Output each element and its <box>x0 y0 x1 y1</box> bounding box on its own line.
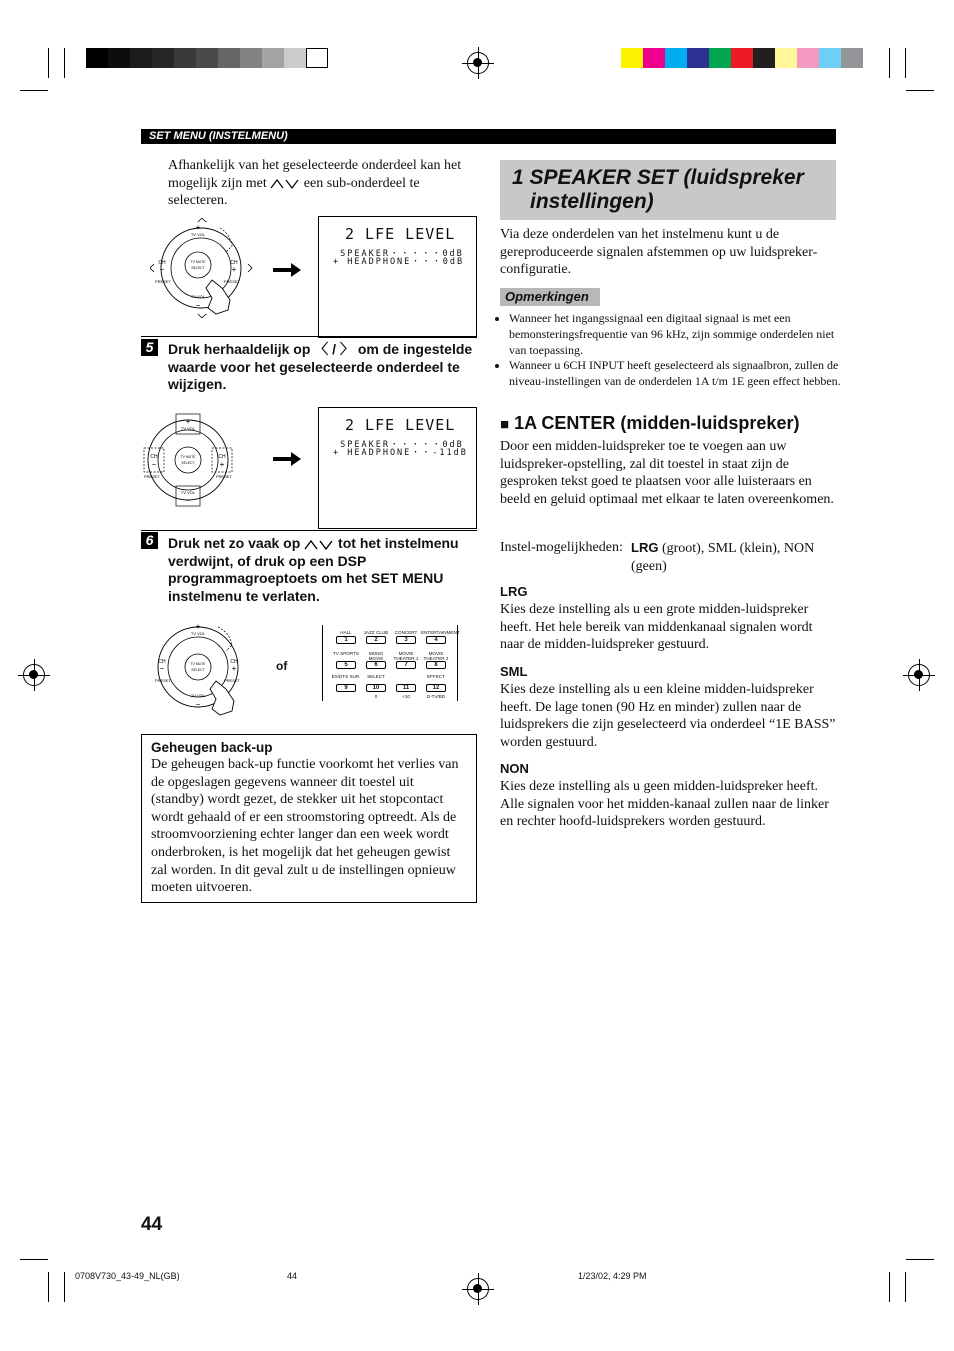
footer-date: 1/23/02, 4:29 PM <box>578 1271 647 1281</box>
select-label-3: SELECT <box>191 668 205 672</box>
notes-title: Opmerkingen <box>500 288 600 306</box>
svg-text:−: − <box>195 700 201 709</box>
step6-text <box>168 535 473 606</box>
dsp-label: D-TV/BD <box>426 694 446 699</box>
gray-swatch <box>86 48 108 68</box>
dsp-label: HALL <box>340 630 352 635</box>
step5-pre: Druk herhaaldelijk op <box>168 341 311 357</box>
color-swatch <box>621 48 643 68</box>
select-label-2: SELECT <box>181 461 195 465</box>
step6-post: tot het instelmenu verdwijnt, of druk op een DSP programmagroeptoets om het SET MENU instelmenu te verlaten. <box>168 535 459 605</box>
dsp-key-button[interactable]: 4 <box>426 636 446 644</box>
tv-mute-label-3: TV MUTE <box>190 662 206 666</box>
gray-swatch <box>130 48 152 68</box>
main-heading-line1: 1 SPEAKER SET (luidspreker <box>512 166 804 189</box>
ch-left-label-3: CH <box>158 659 166 665</box>
intro-paragraph <box>168 157 473 210</box>
svg-text:+: + <box>185 417 191 426</box>
ch-right-label: CH <box>230 260 238 266</box>
ch-left-label-2: CH <box>150 454 158 460</box>
note-item: • Wanneer het ingangssignaal een digitaal signaal is met een bemonsteringsfrequentie van 96 kHz, zijn sommige onderdelen niet van toepassing. <box>509 311 849 358</box>
note-item: • Wanneer u 6CH INPUT heeft geselecteerd als signaalbron, zullen de niveau-instellingen van de onderdelen 1A t/m 1E geen effect hebben. <box>509 358 849 390</box>
lcd-line-1a: SPEAKER・・・・・0dB <box>333 249 464 259</box>
dsp-key-button[interactable]: 8 <box>426 661 446 669</box>
ch-right-label-3: CH <box>230 659 238 665</box>
footer-file: 0708V730_43-49_NL(GB) <box>75 1271 180 1281</box>
gray-swatch <box>218 48 240 68</box>
svg-text:+: + <box>195 622 201 631</box>
options-rest: (groot), SML (klein), NON (geen) <box>631 541 815 574</box>
arrow-right-icon-2 <box>273 452 301 466</box>
sml-title: SML <box>500 664 528 679</box>
right-intro: Via deze onderdelen van het instelmenu kunt u de gereproduceerde signalen afstemmen op uw luidspreker-configuratie. <box>500 227 818 278</box>
memory-backup-title: Geheugen back-up <box>151 740 273 755</box>
svg-text:−: − <box>195 301 201 310</box>
step6-number: 6 <box>141 532 158 549</box>
main-heading-line2: instellingen) <box>530 190 654 213</box>
gray-color-bar <box>86 48 331 68</box>
tv-mute-label-2: TV MUTE <box>180 455 196 459</box>
section-title-text: 1A CENTER (midden-luidspreker) <box>514 413 800 433</box>
registration-mark-right-icon <box>908 664 930 686</box>
dsp-label: SELECT <box>367 674 385 679</box>
gray-swatch <box>306 48 328 68</box>
dsp-key-button[interactable]: 11 <box>396 684 416 692</box>
section-header: SET MENU (INSTELMENU) <box>141 129 836 144</box>
svg-text:−: − <box>159 265 165 274</box>
gray-swatch <box>174 48 196 68</box>
non-title: NON <box>500 761 529 776</box>
lcd-title-1: 2 LFE LEVEL <box>345 225 456 243</box>
step5-number: 5 <box>141 339 158 356</box>
dsp-label: MOVIE THEATER 2 <box>423 651 449 661</box>
options-values <box>631 539 836 575</box>
square-bullet-icon: ■ <box>500 416 510 433</box>
tv-mute-label: TV MUTE <box>190 260 206 264</box>
color-swatch <box>797 48 819 68</box>
color-swatch <box>841 48 863 68</box>
svg-text:+: + <box>231 265 237 274</box>
intro-text-2: een sub-onderdeel te selecteren. <box>168 175 420 209</box>
up-down-arrows-icon <box>270 178 300 189</box>
page-number: 44 <box>141 1214 163 1235</box>
preset-right-label-3: PRESET <box>223 678 241 683</box>
svg-text:−: − <box>185 496 191 505</box>
gray-swatch <box>284 48 306 68</box>
lcd-line-1b: + HEADPHONE・・・0dB <box>333 257 465 267</box>
preset-left-label-2: PRESET <box>143 474 161 479</box>
svg-text:+: + <box>219 460 225 469</box>
dsp-key-button[interactable]: 2 <box>366 636 386 644</box>
tv-vol-top-label: TV VOL <box>190 232 206 237</box>
color-swatch <box>753 48 775 68</box>
ch-right-label-2: CH <box>218 454 226 460</box>
tv-vol-bottom-label-2: TV VOL <box>180 490 196 495</box>
gray-swatch <box>196 48 218 68</box>
preset-left-label-3: PRESET <box>154 678 172 683</box>
remote-cursor-pad-3 <box>150 617 260 717</box>
remote-cursor-pad-1 <box>150 218 260 318</box>
preset-left-label: PRESET <box>154 279 172 284</box>
or-label: of <box>276 659 288 673</box>
tv-vol-top-label-3: TV VOL <box>190 631 206 636</box>
dsp-key-button[interactable]: 3 <box>396 636 416 644</box>
ch-left-label: CH <box>158 260 166 266</box>
color-swatch <box>687 48 709 68</box>
dsp-key-button[interactable]: 6 <box>366 661 386 669</box>
dsp-program-keypad <box>322 625 458 701</box>
dsp-label: TV SPORTS <box>333 651 359 656</box>
svg-text:+: + <box>231 664 237 673</box>
non-text: Kies deze instelling als u geen midden-luidspreker heeft. Alle signalen voor het midden-kanaal zullen naar de linker en rechter hoofd-luidsprekers worden gestuurd. <box>500 779 829 830</box>
memory-backup-box <box>141 734 477 903</box>
color-swatch <box>731 48 753 68</box>
registration-mark-bottom-icon <box>467 1278 489 1300</box>
step5-rule <box>141 336 477 337</box>
dsp-label: JAZZ CLUB <box>363 630 389 635</box>
gray-swatch <box>240 48 262 68</box>
dsp-label: EFFECT <box>427 674 445 679</box>
dsp-label: 0 <box>374 694 378 699</box>
memory-backup-text: De geheugen back-up functie voorkomt het verlies van de opgeslagen gegevens wanneer dit toestel uit (standby) wordt gezet, de stekker uit het stopcontact wordt gehaald of er een stroomstoring optreedt. Als de stroomvoorziening echter langer dan een week wordt onderbroken, is het mogelijk dat het geheugen gewist zal worden. In dit geval zult u de instellingen opnieuw moeten uitvoeren. <box>151 757 459 896</box>
color-swatch <box>819 48 841 68</box>
step5-post: om de ingestelde waarde voor het geselecteerde onderdeel te wijzigen. <box>168 341 473 393</box>
dsp-label: MOVIE THEATER 1 <box>393 651 419 661</box>
preset-right-label: PRESET <box>223 279 241 284</box>
dsp-key-button[interactable]: 7 <box>396 661 416 669</box>
lrg-text: Kies deze instelling als u een grote midden-luidspreker heeft. Het hele bereik van middenkanaal signalen wordt naar de midden-luidspreker gestuurd. <box>500 602 813 653</box>
tv-vol-bottom-label: TV VOL <box>190 294 206 299</box>
dsp-label: MONO MOVIE <box>368 651 384 661</box>
left-right-arrows-icon: 〈 / 〉 <box>314 341 354 357</box>
dsp-key-button[interactable]: 12 <box>426 684 446 692</box>
lrg-title: LRG <box>500 584 528 599</box>
registration-mark-top-icon <box>467 52 489 74</box>
up-down-arrows-icon-2 <box>304 539 334 550</box>
gray-swatch <box>108 48 130 68</box>
select-label: SELECT <box>191 266 205 270</box>
svg-text:−: − <box>159 664 165 673</box>
footer-page: 44 <box>287 1271 298 1281</box>
lcd-display-2 <box>318 407 477 529</box>
dsp-key-button[interactable]: 10 <box>366 684 386 692</box>
dsp-label: CONCERT <box>394 630 418 635</box>
options-bold: LRG <box>631 540 659 555</box>
dsp-label: +10 <box>402 694 410 699</box>
options-label: Instel-mogelijkheden: <box>500 540 623 555</box>
process-color-bar <box>621 48 866 68</box>
gray-swatch <box>152 48 174 68</box>
intro-text: Afhankelijk van het geselecteerde onderdeel kan het mogelijk zijn met <box>168 158 462 191</box>
main-heading-box <box>500 160 836 220</box>
step6-pre: Druk net zo vaak op <box>168 535 301 551</box>
tv-vol-bottom-label-3: TV VOL <box>190 693 206 698</box>
dsp-key-button[interactable]: 5 <box>336 661 356 669</box>
arrow-right-icon <box>273 263 301 277</box>
svg-text:+: + <box>195 223 201 232</box>
step5-text <box>168 341 473 394</box>
dsp-key-button[interactable]: 9 <box>336 684 356 692</box>
notes-list <box>496 311 849 390</box>
gray-swatch <box>262 48 284 68</box>
lcd-title-2: 2 LFE LEVEL <box>345 416 456 434</box>
registration-mark-left-icon <box>23 664 45 686</box>
tv-vol-top-label-2: TV VOL <box>180 426 196 431</box>
lcd-line-2b: + HEADPHONE・・-11dB <box>333 448 468 458</box>
lcd-line-2a: SPEAKER・・・・・0dB <box>333 440 464 450</box>
color-swatch <box>775 48 797 68</box>
color-swatch <box>709 48 731 68</box>
preset-right-label-2: PRESET <box>215 474 233 479</box>
dsp-label: ENTERTAINMENT <box>421 630 460 635</box>
section-text: Door een midden-luidspreker toe te voegen aan uw luidspreker-opstelling, zal dit toestel in staat zijn de gesproken tekst goed te plaatsen voor alle luisteraars en beeld en geluid optimaal met elkaar te laten overeenkomen. <box>500 439 834 508</box>
options-row <box>500 539 836 574</box>
remote-cursor-pad-2 <box>140 410 250 510</box>
dsp-label: EX/DTS SUR. <box>331 674 361 679</box>
step6-rule <box>141 530 477 531</box>
lcd-display-1 <box>318 216 477 338</box>
dsp-key-button[interactable]: 1 <box>336 636 356 644</box>
section-title <box>500 411 799 437</box>
color-swatch <box>643 48 665 68</box>
svg-text:−: − <box>151 460 157 469</box>
color-swatch <box>665 48 687 68</box>
sml-text: Kies deze instelling als u een kleine midden-luidspreker heeft. De lage tonen (90 Hz en minder) zullen naar de luidsprekers die zijn geselecteerd via onderdeel “1E BASS” worden gestuurd. <box>500 682 836 751</box>
